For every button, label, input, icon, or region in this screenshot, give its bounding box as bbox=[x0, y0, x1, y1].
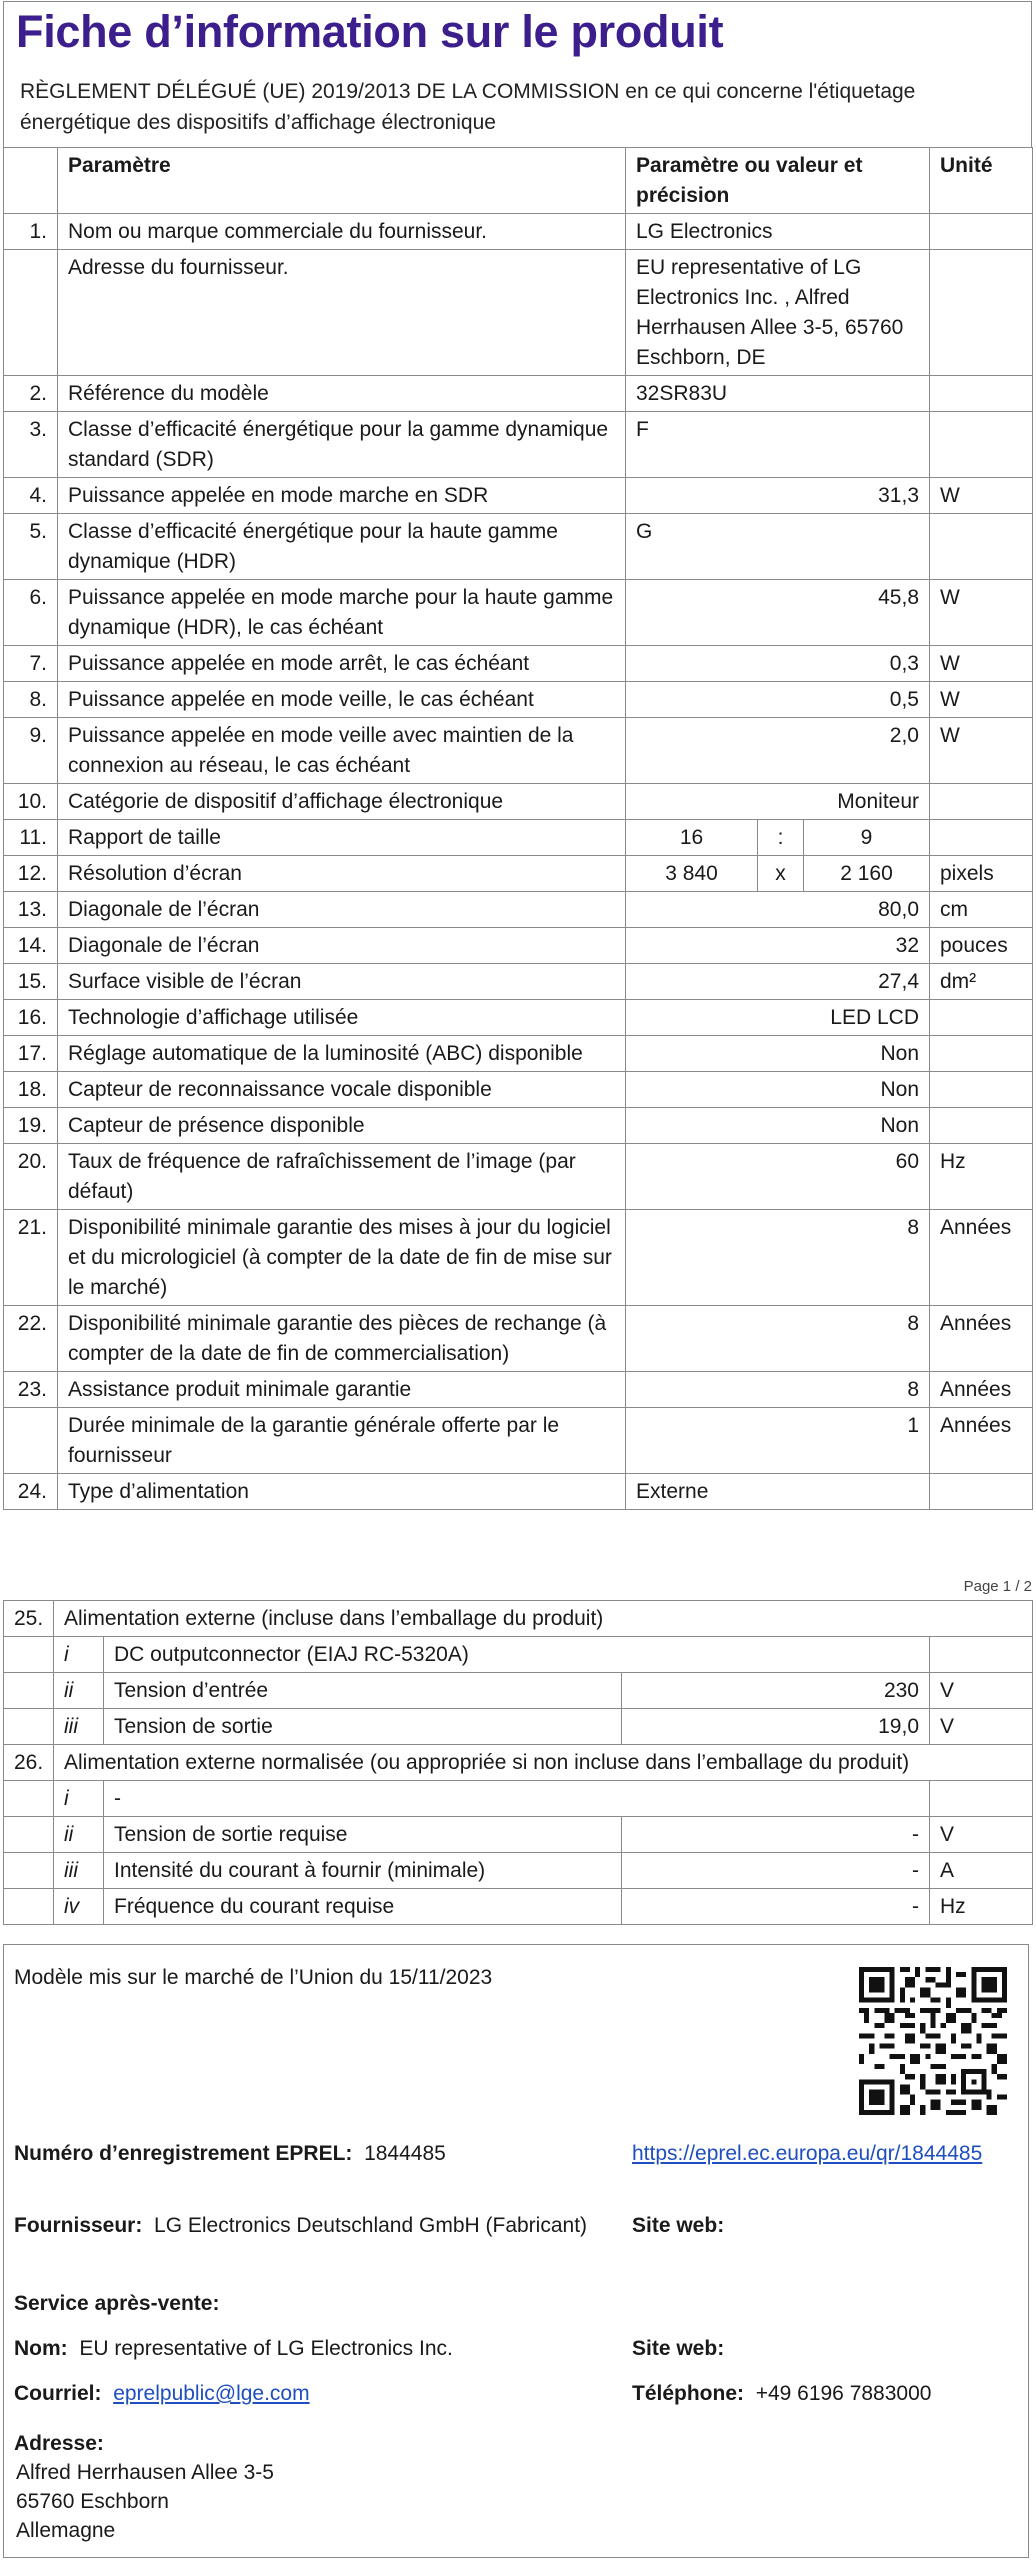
address-line-3: Allemagne bbox=[16, 2519, 116, 2542]
table-row bbox=[4, 784, 1033, 820]
aspect-ratio-height: 9 bbox=[804, 820, 930, 856]
row-parameter: Rapport de taille bbox=[58, 820, 626, 856]
row-parameter: Adresse du fournisseur. bbox=[58, 250, 626, 376]
row-number: 21. bbox=[4, 1210, 58, 1306]
row-parameter: Type d’alimentation bbox=[58, 1474, 626, 1510]
table-row bbox=[4, 1817, 1033, 1853]
row-parameter: Disponibilité minimale garantie des pièces de rechange (à compter de la date de fin de commercialisation) bbox=[58, 1306, 626, 1372]
row-parameter: Durée minimale de la garantie générale offerte par le fournisseur bbox=[58, 1408, 626, 1474]
table-row bbox=[4, 1781, 1033, 1817]
table-row bbox=[4, 1306, 1033, 1372]
power-supply-table bbox=[3, 1600, 1033, 1925]
resolution-separator: x bbox=[758, 856, 804, 892]
table-row bbox=[4, 1673, 1033, 1709]
row-unit: W bbox=[930, 478, 1033, 514]
table-row bbox=[4, 478, 1033, 514]
row-unit bbox=[930, 214, 1033, 250]
phone-label: Téléphone: bbox=[632, 2382, 745, 2405]
row-number bbox=[4, 1408, 58, 1474]
table-row bbox=[4, 856, 1033, 892]
resolution-width: 3 840 bbox=[626, 856, 758, 892]
row-number: 4. bbox=[4, 478, 58, 514]
row-number: 6. bbox=[4, 580, 58, 646]
row-number: 12. bbox=[4, 856, 58, 892]
supplier-website-label: Site web: bbox=[632, 2214, 725, 2237]
row-number: 2. bbox=[4, 376, 58, 412]
row-value: 8 bbox=[626, 1372, 930, 1408]
row-number: 1. bbox=[4, 214, 58, 250]
row-parameter: Capteur de reconnaissance vocale disponible bbox=[58, 1072, 626, 1108]
row-value: 1 bbox=[626, 1408, 930, 1474]
column-header-value: Paramètre ou valeur et précision bbox=[626, 148, 930, 214]
row-parameter: Puissance appelée en mode veille avec maintien de la connexion au réseau, le cas échéant bbox=[58, 718, 626, 784]
row-parameter: Catégorie de dispositif d’affichage électronique bbox=[58, 784, 626, 820]
row-unit bbox=[930, 1072, 1033, 1108]
address-line-2: 65760 Eschborn bbox=[16, 2490, 169, 2513]
row-value: 32SR83U bbox=[626, 376, 930, 412]
document-header bbox=[3, 1, 1032, 147]
table-row bbox=[4, 646, 1033, 682]
email-label: Courriel: bbox=[14, 2382, 102, 2405]
table-row bbox=[4, 1108, 1033, 1144]
table-row bbox=[4, 1853, 1033, 1889]
eprel-label: Numéro d’enregistrement EPREL: bbox=[14, 2142, 353, 2165]
product-parameters-table bbox=[3, 147, 1033, 1510]
section-label: Alimentation externe normalisée (ou appropriée si non incluse dans l’emballage du produit) bbox=[54, 1745, 1033, 1781]
service-name-value: EU representative of LG Electronics Inc. bbox=[79, 2337, 453, 2360]
table-row bbox=[4, 1210, 1033, 1306]
row-number: 18. bbox=[4, 1072, 58, 1108]
after-sales-service-label: Service après-vente: bbox=[14, 2292, 220, 2315]
row-number: 5. bbox=[4, 514, 58, 580]
resolution-height: 2 160 bbox=[804, 856, 930, 892]
row-number: 14. bbox=[4, 928, 58, 964]
table-row bbox=[4, 1072, 1033, 1108]
row-value: 27,4 bbox=[626, 964, 930, 1000]
row-value: Non bbox=[626, 1108, 930, 1144]
sub-item-value: 19,0 bbox=[622, 1709, 930, 1745]
email-link[interactable]: eprelpublic@lge.com bbox=[113, 2382, 310, 2405]
row-unit bbox=[930, 514, 1033, 580]
table-row bbox=[4, 1000, 1033, 1036]
row-unit: Hz bbox=[930, 1144, 1033, 1210]
row-unit bbox=[930, 376, 1033, 412]
row-unit bbox=[930, 820, 1033, 856]
sub-item-parameter: Fréquence du courant requise bbox=[104, 1889, 622, 1925]
row-parameter: Puissance appelée en mode veille, le cas échéant bbox=[58, 682, 626, 718]
row-unit bbox=[930, 412, 1033, 478]
row-value: 32 bbox=[626, 928, 930, 964]
table-row bbox=[4, 1709, 1033, 1745]
row-value: 8 bbox=[626, 1210, 930, 1306]
row-parameter: Puissance appelée en mode arrêt, le cas échéant bbox=[58, 646, 626, 682]
sub-item-number: ii bbox=[54, 1817, 104, 1853]
phone-value: +49 6196 7883000 bbox=[755, 2382, 932, 2405]
column-header-unit: Unité bbox=[930, 148, 1033, 214]
row-parameter: Diagonale de l’écran bbox=[58, 928, 626, 964]
table-row bbox=[4, 1637, 1033, 1673]
row-value: Externe bbox=[626, 1474, 930, 1510]
row-number: 13. bbox=[4, 892, 58, 928]
row-unit bbox=[930, 1108, 1033, 1144]
row-value: 0,3 bbox=[626, 646, 930, 682]
row-number: 22. bbox=[4, 1306, 58, 1372]
service-email bbox=[14, 2379, 310, 2409]
row-unit: dm² bbox=[930, 964, 1033, 1000]
table-row bbox=[4, 1889, 1033, 1925]
row-unit bbox=[930, 784, 1033, 820]
row-unit bbox=[930, 1000, 1033, 1036]
row-unit bbox=[930, 1474, 1033, 1510]
row-parameter: Capteur de présence disponible bbox=[58, 1108, 626, 1144]
row-parameter: Diagonale de l’écran bbox=[58, 892, 626, 928]
sub-item-unit: V bbox=[930, 1673, 1033, 1709]
row-unit: Années bbox=[930, 1408, 1033, 1474]
row-parameter: Réglage automatique de la luminosité (ABC) disponible bbox=[58, 1036, 626, 1072]
sub-item-value: 230 bbox=[622, 1673, 930, 1709]
sub-item-unit: A bbox=[930, 1853, 1033, 1889]
row-number: 7. bbox=[4, 646, 58, 682]
table-row bbox=[4, 250, 1033, 376]
section-label: Alimentation externe (incluse dans l’emballage du produit) bbox=[54, 1601, 1033, 1637]
address-line-1: Alfred Herrhausen Allee 3-5 bbox=[16, 2461, 274, 2484]
table-row bbox=[4, 580, 1033, 646]
row-parameter: Puissance appelée en mode marche en SDR bbox=[58, 478, 626, 514]
row-parameter: Taux de fréquence de rafraîchissement de l’image (par défaut) bbox=[58, 1144, 626, 1210]
table-row bbox=[4, 1372, 1033, 1408]
row-parameter: Résolution d’écran bbox=[58, 856, 626, 892]
aspect-ratio-width: 16 bbox=[626, 820, 758, 856]
row-value: 31,3 bbox=[626, 478, 930, 514]
market-date: Modèle mis sur le marché de l’Union du 15/11/2023 bbox=[14, 1966, 493, 1989]
eprel-registration bbox=[14, 2139, 446, 2169]
table-row bbox=[4, 514, 1033, 580]
row-number: 17. bbox=[4, 1036, 58, 1072]
row-unit: cm bbox=[930, 892, 1033, 928]
sub-item-number: iv bbox=[54, 1889, 104, 1925]
sub-item-unit: V bbox=[930, 1709, 1033, 1745]
row-parameter: Classe d’efficacité énergétique pour la haute gamme dynamique (HDR) bbox=[58, 514, 626, 580]
row-parameter: Assistance produit minimale garantie bbox=[58, 1372, 626, 1408]
sub-item-number: i bbox=[54, 1781, 104, 1817]
row-unit: pouces bbox=[930, 928, 1033, 964]
sub-item-number: i bbox=[54, 1637, 104, 1673]
row-unit: Années bbox=[930, 1372, 1033, 1408]
row-unit: Années bbox=[930, 1210, 1033, 1306]
section-row bbox=[4, 1745, 1033, 1781]
row-value: EU representative of LG Electronics Inc. , Alfred Herrhausen Allee 3-5, 65760 Eschborn, DE bbox=[626, 250, 930, 376]
row-unit: W bbox=[930, 682, 1033, 718]
row-number: 3. bbox=[4, 412, 58, 478]
sub-item-parameter: Tension de sortie requise bbox=[104, 1817, 622, 1853]
row-parameter: Nom ou marque commerciale du fournisseur. bbox=[58, 214, 626, 250]
row-number: 23. bbox=[4, 1372, 58, 1408]
service-name-label: Nom: bbox=[14, 2337, 68, 2360]
service-website-label: Site web: bbox=[632, 2337, 725, 2360]
row-number: 16. bbox=[4, 1000, 58, 1036]
sub-item-unit: Hz bbox=[930, 1889, 1033, 1925]
sub-item-number: iii bbox=[54, 1709, 104, 1745]
sub-item-parameter: Tension d’entrée bbox=[104, 1673, 622, 1709]
row-parameter: Référence du modèle bbox=[58, 376, 626, 412]
sub-item-value: - bbox=[622, 1817, 930, 1853]
row-parameter: Puissance appelée en mode marche pour la haute gamme dynamique (HDR), le cas échéant bbox=[58, 580, 626, 646]
row-value: 80,0 bbox=[626, 892, 930, 928]
regulation-subtitle: RÈGLEMENT DÉLÉGUÉ (UE) 2019/2013 DE LA COMMISSION en ce qui concerne l'étiquetage énergétique des dispositifs d’affichage électronique bbox=[20, 80, 916, 134]
section-number: 26. bbox=[4, 1745, 54, 1781]
row-unit: Années bbox=[930, 1306, 1033, 1372]
row-unit bbox=[930, 250, 1033, 376]
section-number: 25. bbox=[4, 1601, 54, 1637]
table-row bbox=[4, 820, 1033, 856]
sub-item-number: ii bbox=[54, 1673, 104, 1709]
sub-item-number: iii bbox=[54, 1853, 104, 1889]
row-number: 19. bbox=[4, 1108, 58, 1144]
sub-item-parameter: Intensité du courant à fournir (minimale) bbox=[104, 1853, 622, 1889]
row-value: F bbox=[626, 412, 930, 478]
page-title: Fiche d’information sur le produit bbox=[16, 6, 724, 57]
table-row bbox=[4, 682, 1033, 718]
table-row bbox=[4, 214, 1033, 250]
table-row bbox=[4, 1036, 1033, 1072]
supplier-info bbox=[14, 2211, 606, 2241]
row-parameter: Classe d’efficacité énergétique pour la gamme dynamique standard (SDR) bbox=[58, 412, 626, 478]
sub-item-parameter: - bbox=[104, 1781, 930, 1817]
sub-item-value: - bbox=[622, 1889, 930, 1925]
row-parameter: Disponibilité minimale garantie des mises à jour du logiciel et du micrologiciel (à compter de la date de fin de mise sur le marché) bbox=[58, 1210, 626, 1306]
row-number: 15. bbox=[4, 964, 58, 1000]
table-header-row bbox=[4, 148, 1033, 214]
supplier-name: LG Electronics Deutschland GmbH (Fabricant) bbox=[154, 2214, 588, 2237]
row-unit: W bbox=[930, 580, 1033, 646]
row-value: Non bbox=[626, 1072, 930, 1108]
row-unit: W bbox=[930, 646, 1033, 682]
service-name bbox=[14, 2334, 453, 2364]
row-number: 9. bbox=[4, 718, 58, 784]
row-number: 24. bbox=[4, 1474, 58, 1510]
table-row bbox=[4, 928, 1033, 964]
table-row bbox=[4, 412, 1033, 478]
row-value: 45,8 bbox=[626, 580, 930, 646]
row-unit: W bbox=[930, 718, 1033, 784]
table-row bbox=[4, 1144, 1033, 1210]
row-value: 0,5 bbox=[626, 682, 930, 718]
sub-item-parameter: Tension de sortie bbox=[104, 1709, 622, 1745]
row-value: 8 bbox=[626, 1306, 930, 1372]
eprel-link[interactable]: https://eprel.ec.europa.eu/qr/1844485 bbox=[632, 2142, 983, 2165]
row-number: 11. bbox=[4, 820, 58, 856]
row-parameter: Surface visible de l’écran bbox=[58, 964, 626, 1000]
row-unit: pixels bbox=[930, 856, 1033, 892]
page-number: Page 1 / 2 bbox=[963, 1578, 1032, 1595]
sub-item-parameter: DC outputconnector (EIAJ RC-5320A) bbox=[104, 1637, 930, 1673]
sub-item-value: - bbox=[622, 1853, 930, 1889]
row-value: LG Electronics bbox=[626, 214, 930, 250]
row-value: LED LCD bbox=[626, 1000, 930, 1036]
row-value: Moniteur bbox=[626, 784, 930, 820]
row-value: G bbox=[626, 514, 930, 580]
table-row bbox=[4, 1408, 1033, 1474]
aspect-ratio-separator: : bbox=[758, 820, 804, 856]
table-row bbox=[4, 892, 1033, 928]
row-value: 2,0 bbox=[626, 718, 930, 784]
registration-footer bbox=[3, 1944, 1029, 2558]
section-row bbox=[4, 1601, 1033, 1637]
qr-code-icon[interactable] bbox=[859, 1967, 1007, 2115]
row-value: Non bbox=[626, 1036, 930, 1072]
sub-item-unit: V bbox=[930, 1817, 1033, 1853]
table-row bbox=[4, 718, 1033, 784]
supplier-label: Fournisseur: bbox=[14, 2214, 143, 2237]
row-value: 60 bbox=[626, 1144, 930, 1210]
row-unit bbox=[930, 1036, 1033, 1072]
row-parameter: Technologie d’affichage utilisée bbox=[58, 1000, 626, 1036]
row-number bbox=[4, 250, 58, 376]
table-row bbox=[4, 1474, 1033, 1510]
row-number: 8. bbox=[4, 682, 58, 718]
table-row bbox=[4, 964, 1033, 1000]
table-row bbox=[4, 376, 1033, 412]
address-label: Adresse: bbox=[14, 2432, 104, 2455]
service-phone bbox=[632, 2379, 931, 2409]
column-header-parameter: Paramètre bbox=[58, 148, 626, 214]
eprel-number: 1844485 bbox=[364, 2142, 446, 2165]
row-number: 20. bbox=[4, 1144, 58, 1210]
row-number: 10. bbox=[4, 784, 58, 820]
